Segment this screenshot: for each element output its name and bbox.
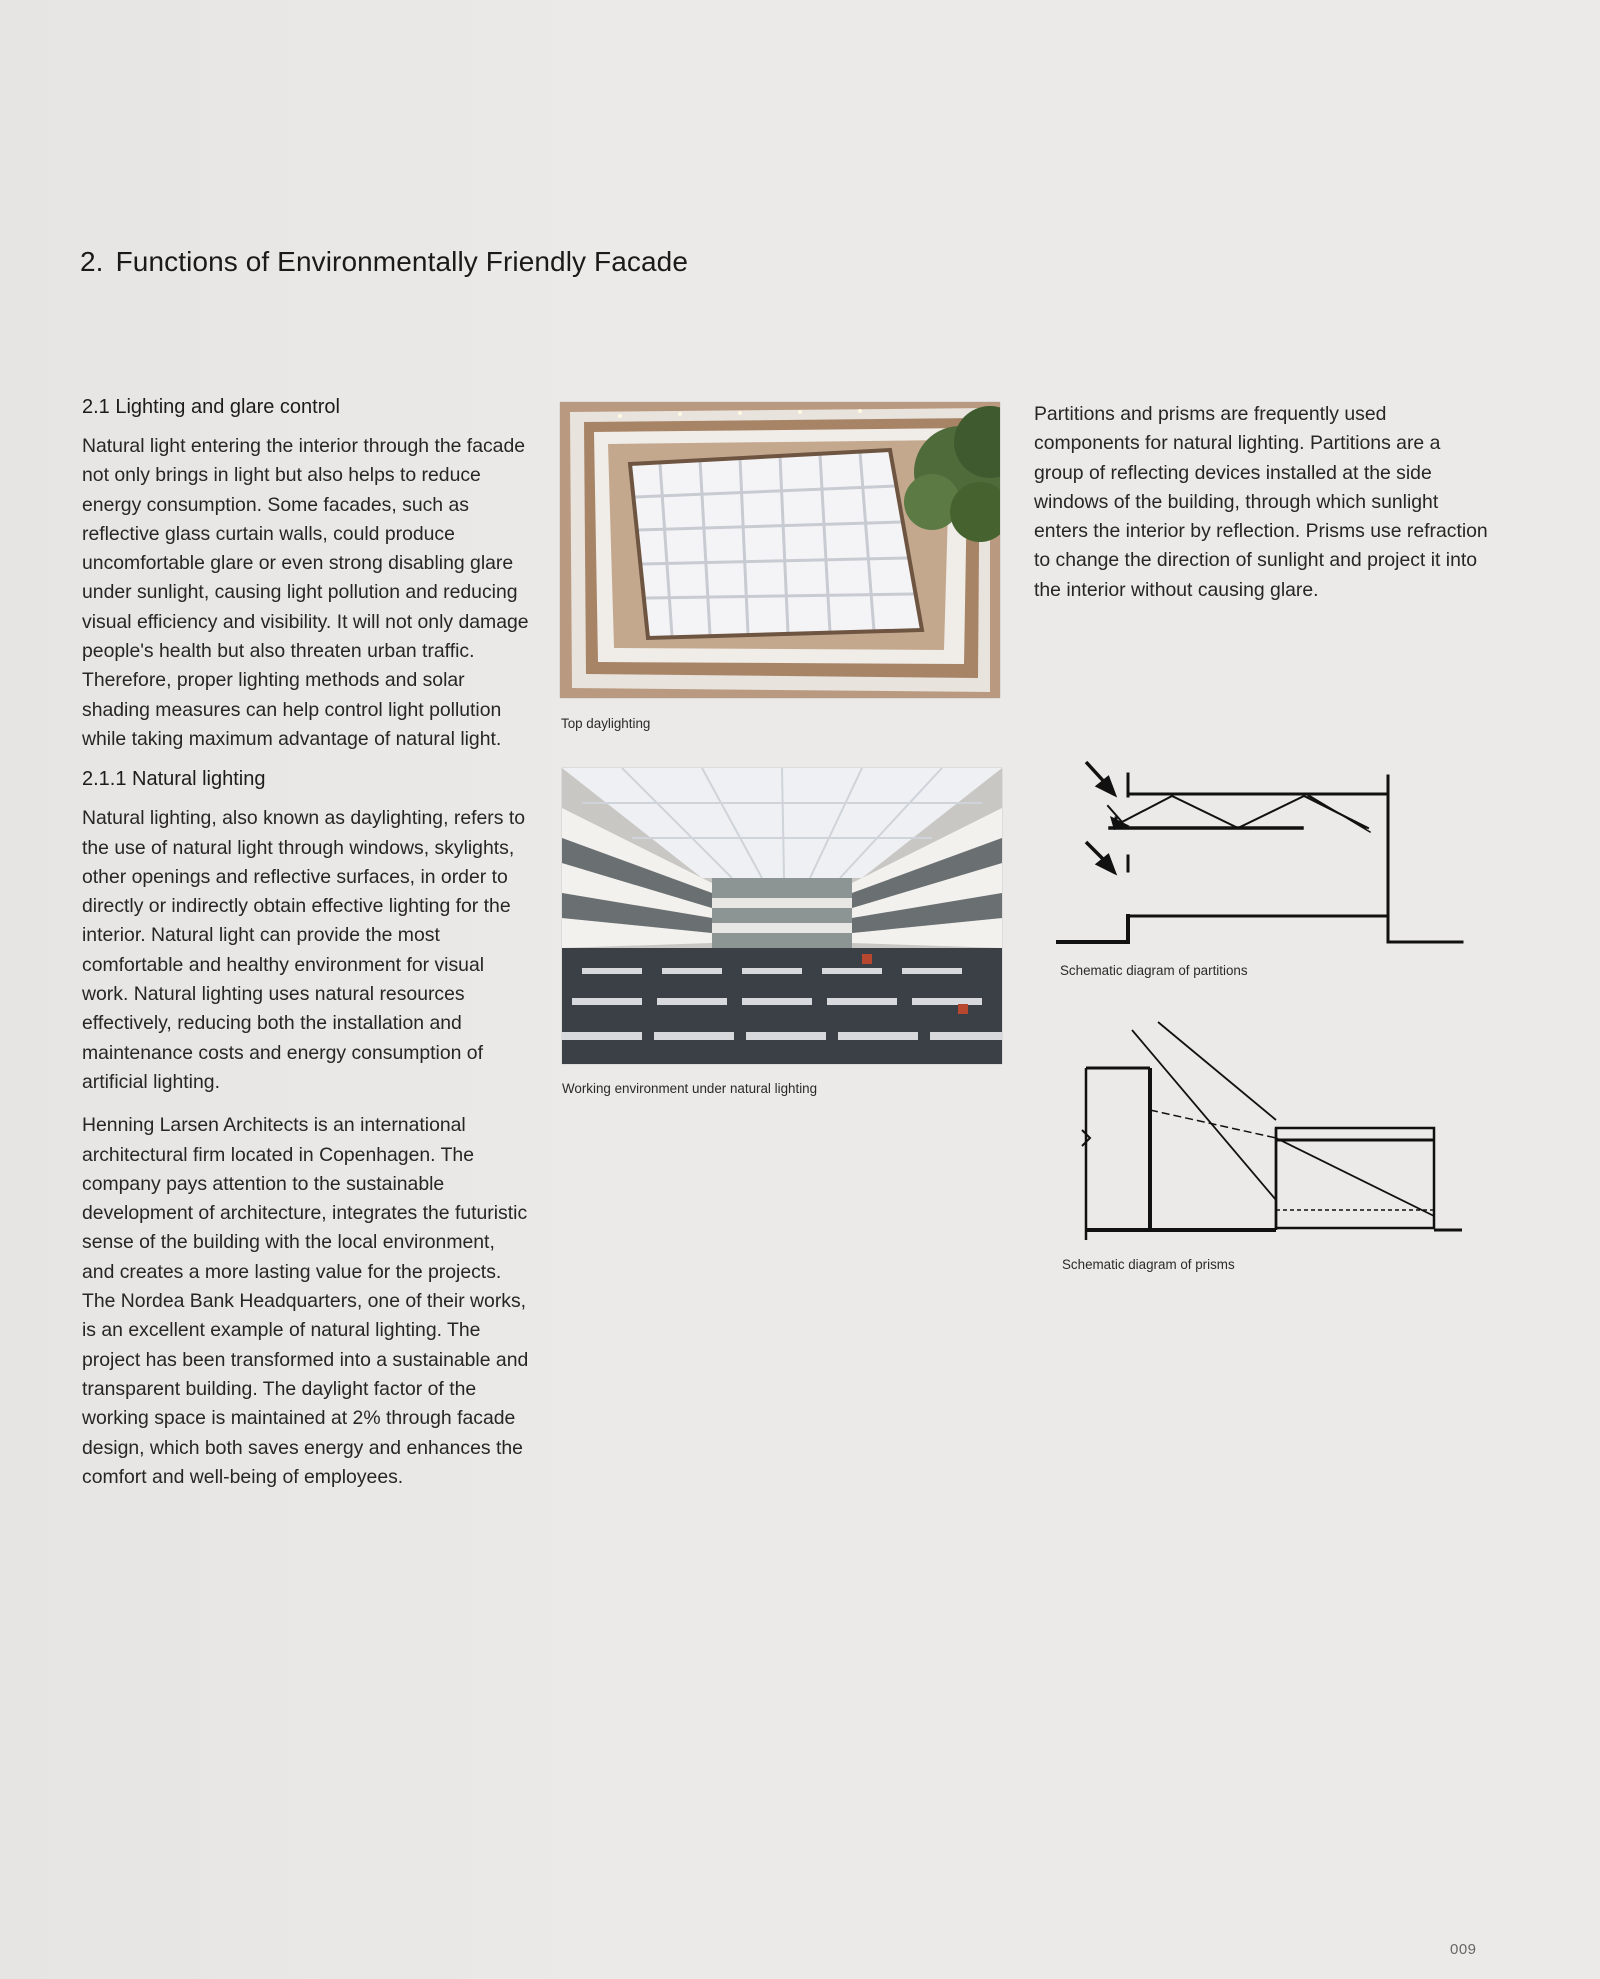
paragraph-henning-larsen: Henning Larsen Architects is an international architectural firm located in Copenhagen. The company pays attention to the sustainable development of architecture, integrates the futuristic sense of the building with the local environment, and creates a more lasting value for the projects. The Nordea Bank Headquarters, one of their works, is an excellent example of natural lighting. The project has been transformed into a sustainable and transparent building. The daylight factor of the working space is maintained at 2% through facade design, which both saves energy and enhances the comfort and well-being of employees. xyxy=(82,1114,529,1488)
page-number: 009 xyxy=(1450,1941,1477,1958)
paragraph-partitions-prisms: Partitions and prisms are frequently used components for natural lighting. Partitions are a group of reflecting devices installed at the side windows of the building, through which sunlight enters the interior by reflection. Prisms use refraction to change the direction of sunlight and project it into the interior without causing glare. xyxy=(1034,403,1488,601)
paragraph-lighting-glare: Natural light entering the interior through the facade not only brings in light but also helps to reduce energy consumption. Some facades, such as reflective glass curtain walls, could produce uncomfortable glare or even strong disabling glare under sunlight, causing light pollution and reducing visual efficiency and visibility. It will not only damage people's health but also threaten urban traffic. Therefore, proper lighting methods and solar shading measures can help control light pollution while taking maximum advantage of natural light. xyxy=(82,435,529,750)
caption-top-daylighting: Top daylighting xyxy=(561,716,651,731)
diagram-partitions xyxy=(1054,756,1474,966)
subheading-natural-lighting: 2.1.1 Natural lighting xyxy=(82,768,266,791)
section-heading xyxy=(80,246,688,278)
caption-working-environment: Working environment under natural lighting xyxy=(562,1081,818,1096)
atrium-skylight-image xyxy=(560,402,1000,698)
diagram-prisms xyxy=(1066,1020,1476,1240)
caption-diagram-partitions: Schematic diagram of partitions xyxy=(1060,963,1248,978)
paragraph-natural-lighting: Natural lighting, also known as daylighting, refers to the use of natural light through windows, skylights, other openings and reflective surfaces, in order to directly or indirectly obtain effective lighting for the interior. Natural light can provide the most comfortable and healthy environment for visual work. Natural lighting uses natural resources effectively, reducing both the installation and maintenance costs and energy consumption of artificial lighting. xyxy=(82,807,525,1093)
office-atrium-image xyxy=(562,768,1002,1064)
photo-working-environment xyxy=(562,768,1002,1064)
left-column xyxy=(82,396,532,1506)
section-number: 2. xyxy=(80,246,104,277)
caption-diagram-prisms: Schematic diagram of prisms xyxy=(1062,1257,1235,1272)
subheading-lighting-glare: 2.1 Lighting and glare control xyxy=(82,396,340,418)
photo-top-daylighting xyxy=(560,402,1000,698)
section-title: Functions of Environmentally Friendly Facade xyxy=(115,246,689,277)
